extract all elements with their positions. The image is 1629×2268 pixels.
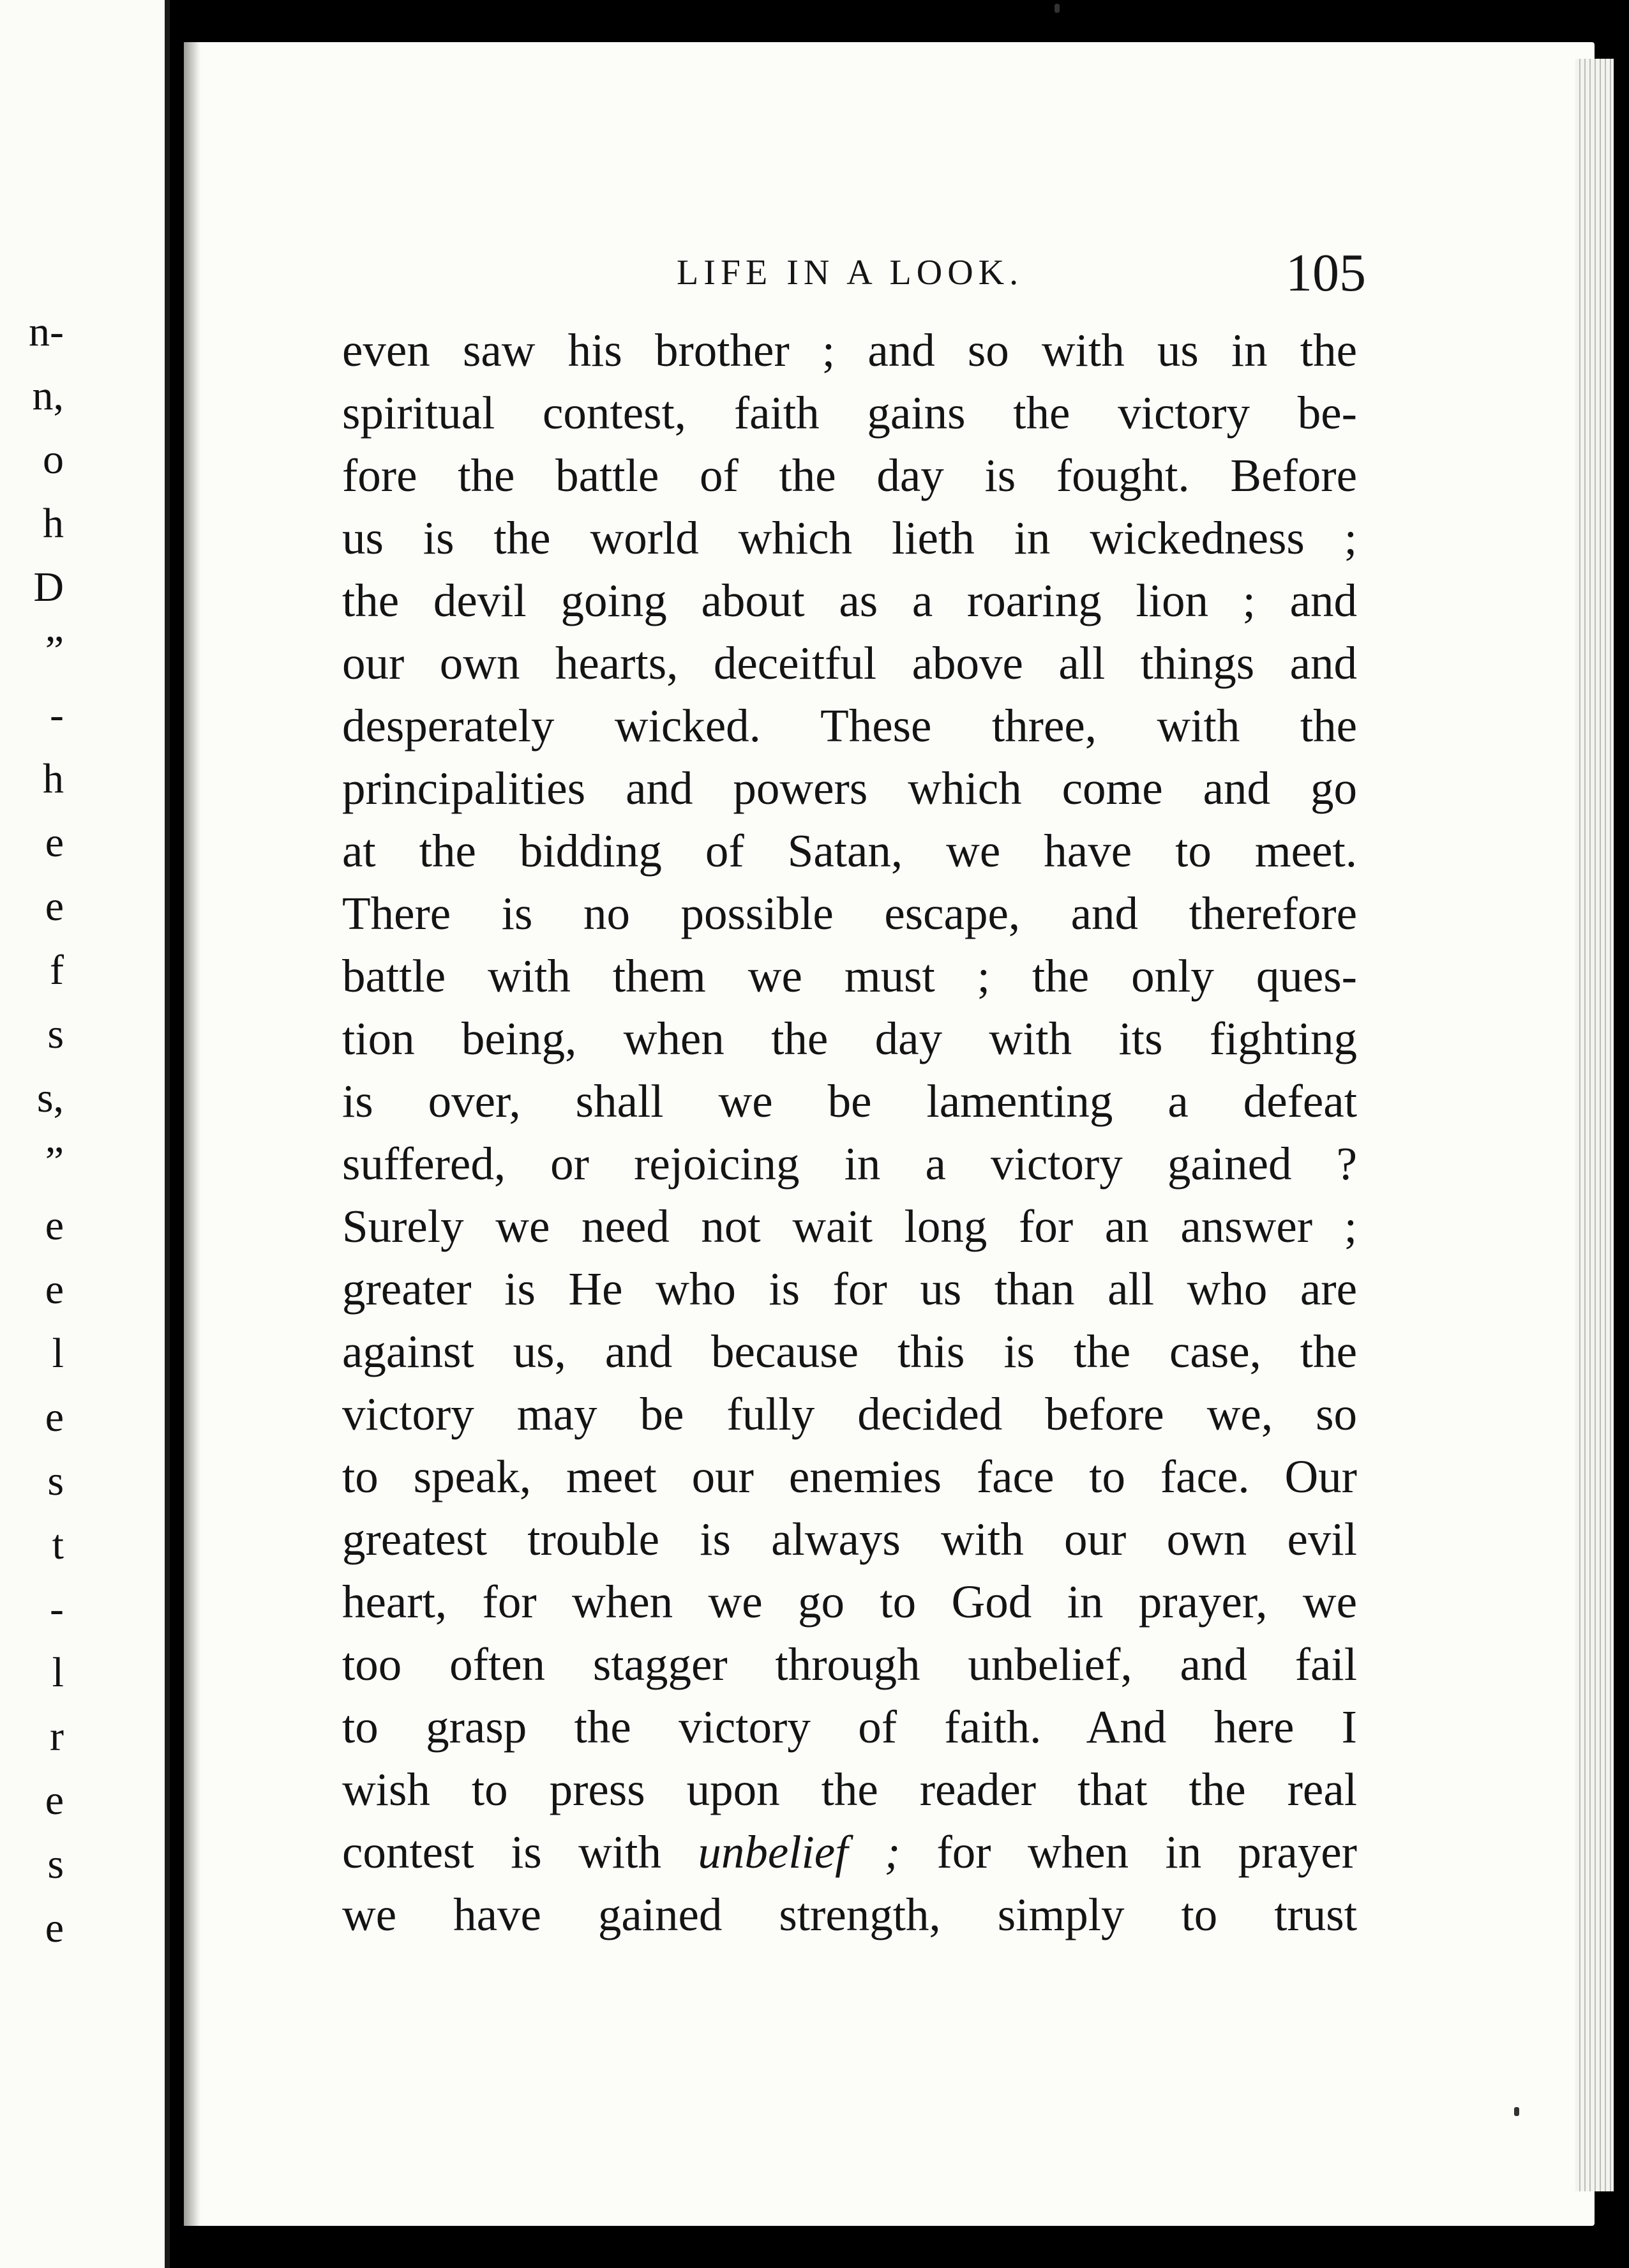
gutter-shadow — [184, 42, 200, 2226]
text-line: against us, and because this is the case, the — [342, 1326, 1357, 1377]
facing-page-fragment — [0, 0, 170, 2268]
edge-character: e — [45, 819, 64, 866]
text-line: even saw his brother ; and so with us in the — [342, 324, 1357, 376]
running-title: LIFE IN A LOOK. — [677, 253, 1024, 292]
italic-word: unbelief ; — [698, 1826, 901, 1878]
text-line: suffered, or rejoicing in a victory gained ? — [342, 1138, 1357, 1190]
text-line: wish to press upon the reader that the real — [342, 1764, 1357, 1815]
scan-speck — [1055, 4, 1060, 13]
text-line: us is the world which lieth in wickedness ; — [342, 512, 1357, 564]
edge-character: r — [50, 1713, 64, 1760]
edge-character: l — [52, 1649, 64, 1696]
edge-character: e — [45, 883, 64, 930]
edge-character: e — [45, 1777, 64, 1824]
text-line: tion being, when the day with its fighting — [342, 1013, 1357, 1064]
text-line: our own hearts, deceitful above all things and — [342, 637, 1357, 689]
edge-character: - — [50, 1585, 64, 1632]
text-line: too often stagger through unbelief, and fail — [342, 1638, 1357, 1690]
facing-page-edge-characters — [0, 300, 64, 1960]
text-line: heart, for when we go to God in prayer, we — [342, 1576, 1357, 1628]
edge-character: n- — [29, 308, 64, 355]
text-line: spiritual contest, faith gains the victory be- — [342, 387, 1357, 439]
edge-character: h — [43, 500, 64, 547]
edge-character: n, — [32, 372, 64, 419]
text-segment: for when in prayer — [900, 1826, 1357, 1878]
edge-character: s — [47, 1011, 64, 1057]
edge-character: s, — [36, 1075, 64, 1121]
page-header — [677, 243, 1366, 316]
edge-character: t — [52, 1522, 64, 1568]
text-line: to speak, meet our enemies face to face. Our — [342, 1451, 1357, 1502]
text-line: battle with them we must ; the only ques- — [342, 950, 1357, 1002]
edge-character: e — [45, 1394, 64, 1440]
text-segment: contest is with — [342, 1826, 698, 1878]
text-line: greatest trouble is always with our own evil — [342, 1513, 1357, 1565]
edge-character: l — [52, 1330, 64, 1377]
edge-character: e — [45, 1266, 64, 1313]
edge-character: o — [43, 436, 64, 483]
text-line: greater is He who is for us than all who are — [342, 1263, 1357, 1315]
edge-character: - — [50, 692, 64, 738]
text-line: principalities and powers which come and go — [342, 762, 1357, 814]
edge-character: ” — [45, 1138, 64, 1185]
text-line: desperately wicked. These three, with the — [342, 700, 1357, 752]
text-line: fore the battle of the day is fought. Before — [342, 450, 1357, 501]
text-line: the devil going about as a roaring lion ; and — [342, 575, 1357, 626]
text-line: Surely we need not wait long for an answer ; — [342, 1200, 1357, 1252]
edge-character: e — [45, 1905, 64, 1951]
edge-character: e — [45, 1202, 64, 1249]
edge-character: ” — [45, 628, 64, 674]
edge-character: f — [50, 947, 64, 994]
text-line: is over, shall we be lamenting a defeat — [342, 1075, 1357, 1127]
text-line: There is no possible escape, and therefore — [342, 888, 1357, 939]
text-line: at the bidding of Satan, we have to meet. — [342, 825, 1357, 877]
body-text — [342, 319, 1357, 1946]
edge-character: D — [33, 564, 64, 610]
text-line: to grasp the victory of faith. And here I — [342, 1701, 1357, 1753]
page-number: 105 — [1286, 243, 1366, 303]
edge-character: s — [47, 1458, 64, 1504]
text-line: victory may be fully decided before we, so — [342, 1388, 1357, 1440]
text-line — [342, 1821, 1357, 1884]
scan-speck — [1514, 2107, 1519, 2116]
edge-character: h — [43, 755, 64, 802]
page-stack-edge — [1575, 59, 1614, 2191]
text-line: we have gained strength, simply to trust — [342, 1889, 1357, 1940]
edge-character: s — [47, 1841, 64, 1887]
